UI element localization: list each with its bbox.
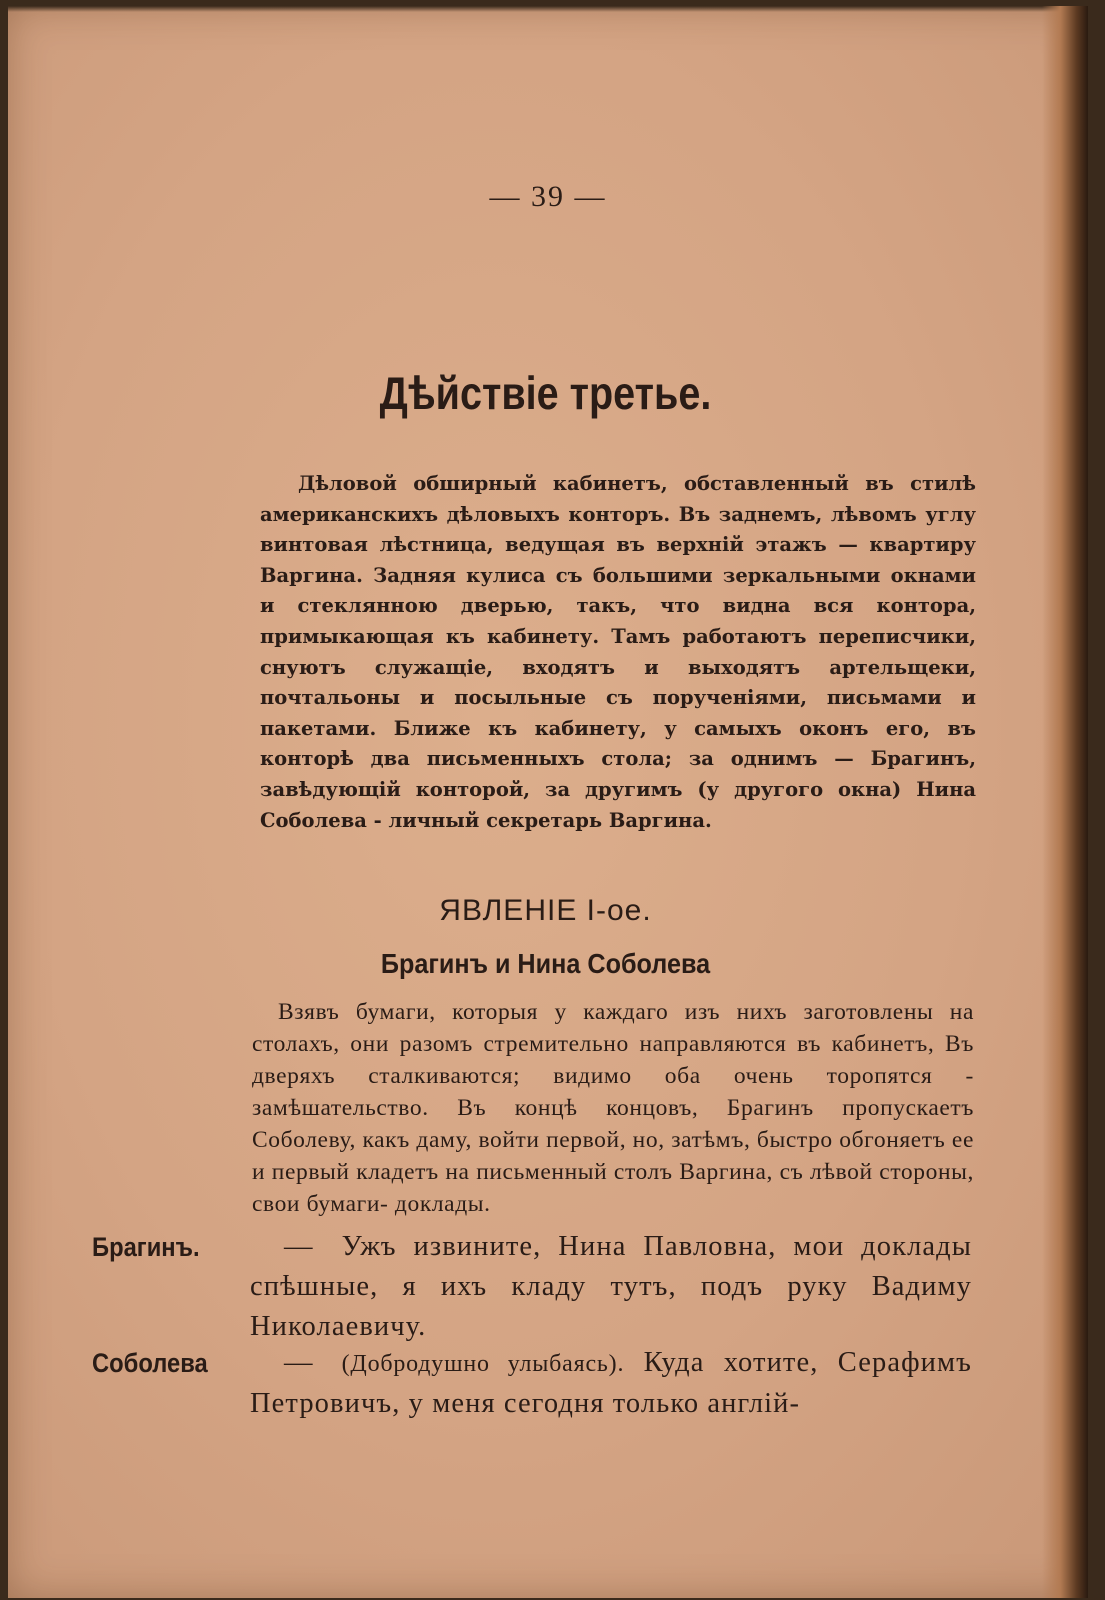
scene-direction: Взявъ бумаги, которыя у каждаго изъ нихъ заготовлены на столахъ, они разомъ стремительно направляются въ кабинетъ, Въ дверяхъ сталкиваются; видимо оба очень торопятся - замѣшательство. Въ концѣ концовъ, Брагинъ пропускаетъ Соболеву, какъ даму, войти первой, но, затѣмъ, быстро обгоняетъ ее и первый кладетъ на письменный столъ Варгина, съ лѣвой стороны, свои бумаги- доклады. <box>252 999 974 1217</box>
speaker-name: Брагинъ. <box>92 1232 200 1262</box>
stage-direction: Дѣловой обширный кабинетъ, обставленный въ стилѣ американскихъ дѣловыхъ конторъ. Въ заднемъ, лѣвомъ углу винтовая лѣстница, ведущая въ верхній этажъ — квартиру Варгина. Задняя кулиса съ большими зеркальными окнами и стеклянною дверью, такъ, что видна вся контора, примыкающая къ кабинету. Тамъ работаютъ переписчики, снуютъ служащіе, входятъ и выходятъ артельщеки, почтальоны и посыльные съ порученіями, письмами и пакетами. Ближе къ кабинету, у самыхъ оконъ его, въ конторѣ два письменныхъ стола; за однимъ — Брагинъ, завѣдующій конторой, за другимъ (у другого окна) Нина Соболева - личный секретарь Варгина. <box>260 472 976 832</box>
speaker-name: Соболева <box>92 1348 208 1378</box>
page-number: — 39 — <box>489 180 607 213</box>
book-page <box>8 6 1088 1598</box>
scene-title: ЯВЛЕНІЕ I-ое. <box>439 894 652 927</box>
speech-text: Куда хотите, Серафимъ Петровичъ, у меня сегодня только англій- <box>250 1347 972 1419</box>
speech-line <box>250 1227 972 1347</box>
act-title: Дѣйствіе третье. <box>379 367 712 419</box>
scene-characters: Брагинъ и Нина Соболева <box>380 948 711 979</box>
speech-dash: — <box>284 1231 314 1262</box>
book-spine-shadow <box>1042 6 1088 1598</box>
speech-text: Ужъ извините, Нина Павловна, мои доклады спѣшные, я ихъ кладу тутъ, подъ руку Вадиму Николаевичу. <box>250 1231 972 1342</box>
page-top-edge <box>8 6 1088 12</box>
speech-aside: (Добродушно улыбаясь). <box>341 1351 625 1377</box>
speech-line <box>250 1343 972 1424</box>
speech-dash: — <box>284 1347 314 1378</box>
